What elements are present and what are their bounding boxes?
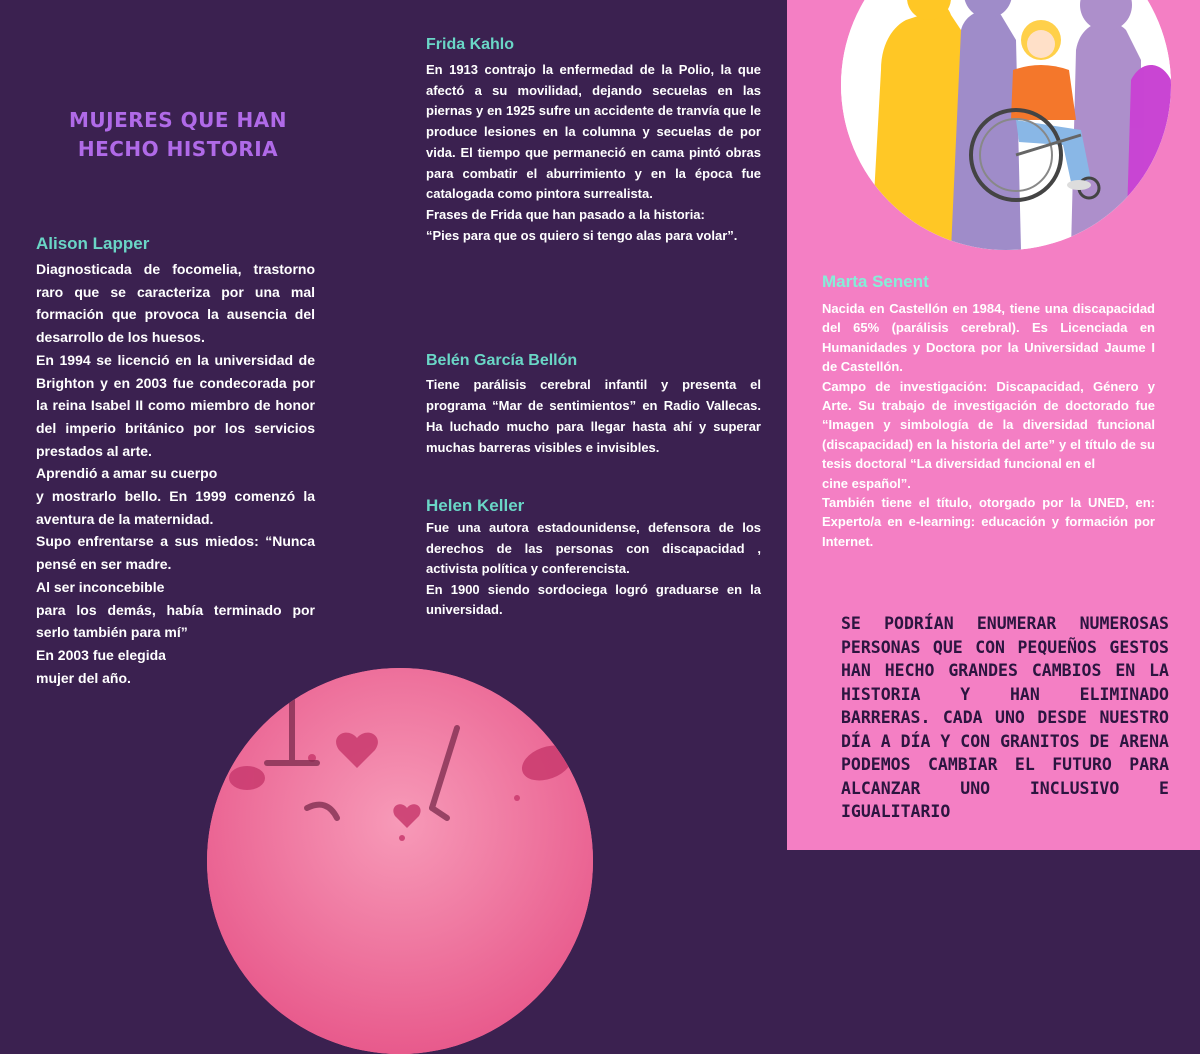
frida-name: Frida Kahlo — [426, 36, 515, 53]
wheelchair-illustration — [841, 0, 1171, 250]
helen-bio — [426, 518, 761, 621]
disability-aids-pattern-icon — [207, 668, 593, 1054]
right-panel — [787, 0, 1200, 850]
marta-paragraph: Nacida en Castellón en 1984, tiene una discapacidad del 65% (parálisis cerebral). Es Licenciada en Humanidades y Doctora por la Universidad Jaume I de Castellón. — [822, 301, 1155, 375]
alison-paragraph: En 2003 fue elegida — [36, 646, 166, 663]
frida-paragraph: En 1913 contrajo la enfermedad de la Polio, la que afectó a su movilidad, dejando secuelas en las piernas y en 1925 sufre un accidente de tranvía que le produce lesiones en la columna y secuelas de por vida. El tiempo que permaneció en cama pintó obras para combatir el aburrimiento y en la época fue catalogada como pintora surrealista. — [426, 62, 761, 202]
marta-paragraph: También tiene el título, otorgado por la UNED, en: Experto/a en e-learning: educación y formación por Internet. — [822, 495, 1155, 549]
marta-name: Marta Senent — [822, 272, 929, 291]
frida-paragraph: Frases de Frida que han pasado a la historia: — [426, 206, 705, 222]
alison-paragraph: Aprendió a amar su cuerpo — [36, 465, 218, 482]
wheelchair-woman-illustration-icon — [841, 0, 1171, 250]
helen-paragraph: Fue una autora estadounidense, defensora de los derechos de las personas con discapacidad , activista política y conferencista. — [426, 520, 761, 576]
alison-paragraph: mujer del año. — [36, 669, 131, 686]
belen-paragraph: Tiene parálisis cerebral infantil y presenta el programa “Mar de sentimientos” en Radio Vallecas. Ha luchado mucho para llegar hasta ahí y superar muchas barreras visibles e invisibles. — [426, 377, 761, 455]
alison-paragraph: En 1994 se licenció en la universidad de Brighton y en 2003 fue condecorada por la reina Isabel II como miembro de honor del imperio británico por los servicios prestados al arte. — [36, 351, 315, 459]
pattern-graphic — [207, 668, 593, 1054]
belen-bio — [426, 374, 761, 458]
marta-paragraph: Campo de investigación: Discapacidad, Género y Arte. Su trabajo de investigación de doctorado fue “Imagen y simbología de la diversidad funcional (discapacidad) en la historia del arte” y el título de su tesis doctoral “La diversidad funcional en el — [822, 378, 1155, 472]
alison-paragraph: Al ser inconcebible — [36, 578, 165, 595]
page-title: MUJERES QUE HAN HECHO HISTORIA — [69, 108, 287, 161]
alison-paragraph: para los demás, había terminado por serlo también para mí” — [36, 601, 315, 641]
alison-paragraph: y mostrarlo bello. En 1999 comenzó la aventura de la maternidad. — [36, 488, 315, 527]
alison-name: Alison Lapper — [36, 234, 150, 253]
helen-paragraph: En 1900 siendo sordociega logró graduarse en la universidad. — [426, 581, 761, 617]
alison-paragraph: Supo enfrentarse a sus miedos: “Nunca pensé en ser madre. — [36, 533, 315, 573]
marta-paragraph: cine español”. — [822, 475, 911, 491]
frida-bio — [426, 60, 761, 246]
alison-bio — [36, 258, 315, 689]
closing-statement: SE PODRÍAN ENUMERAR NUMEROSAS PERSONAS QUE CON PEQUEÑOS GESTOS HAN HECHO GRANDES CAMBIOS EN LA HISTORIA Y HAN ELIMINADO BARRERAS. CADA UNO DESDE NUESTRO DÍA A DÍA Y CON GRANITOS DE ARENA PODEMOS CAMBIAR EL FUTURO PARA ALCANZAR UNO INCLUSIVO E IGUALITARIO — [841, 614, 1169, 821]
belen-name: Belén García Bellón — [426, 352, 578, 369]
frida-quote: “Pies para que os quiero si tengo alas para volar”. — [426, 227, 738, 243]
helen-name: Helen Keller — [426, 496, 525, 515]
marta-bio — [822, 299, 1155, 551]
alison-paragraph: Diagnosticada de focomelia, trastorno raro que se caracteriza por una mal formación que provoca la ausencia del desarrollo de los huesos. — [36, 261, 315, 346]
